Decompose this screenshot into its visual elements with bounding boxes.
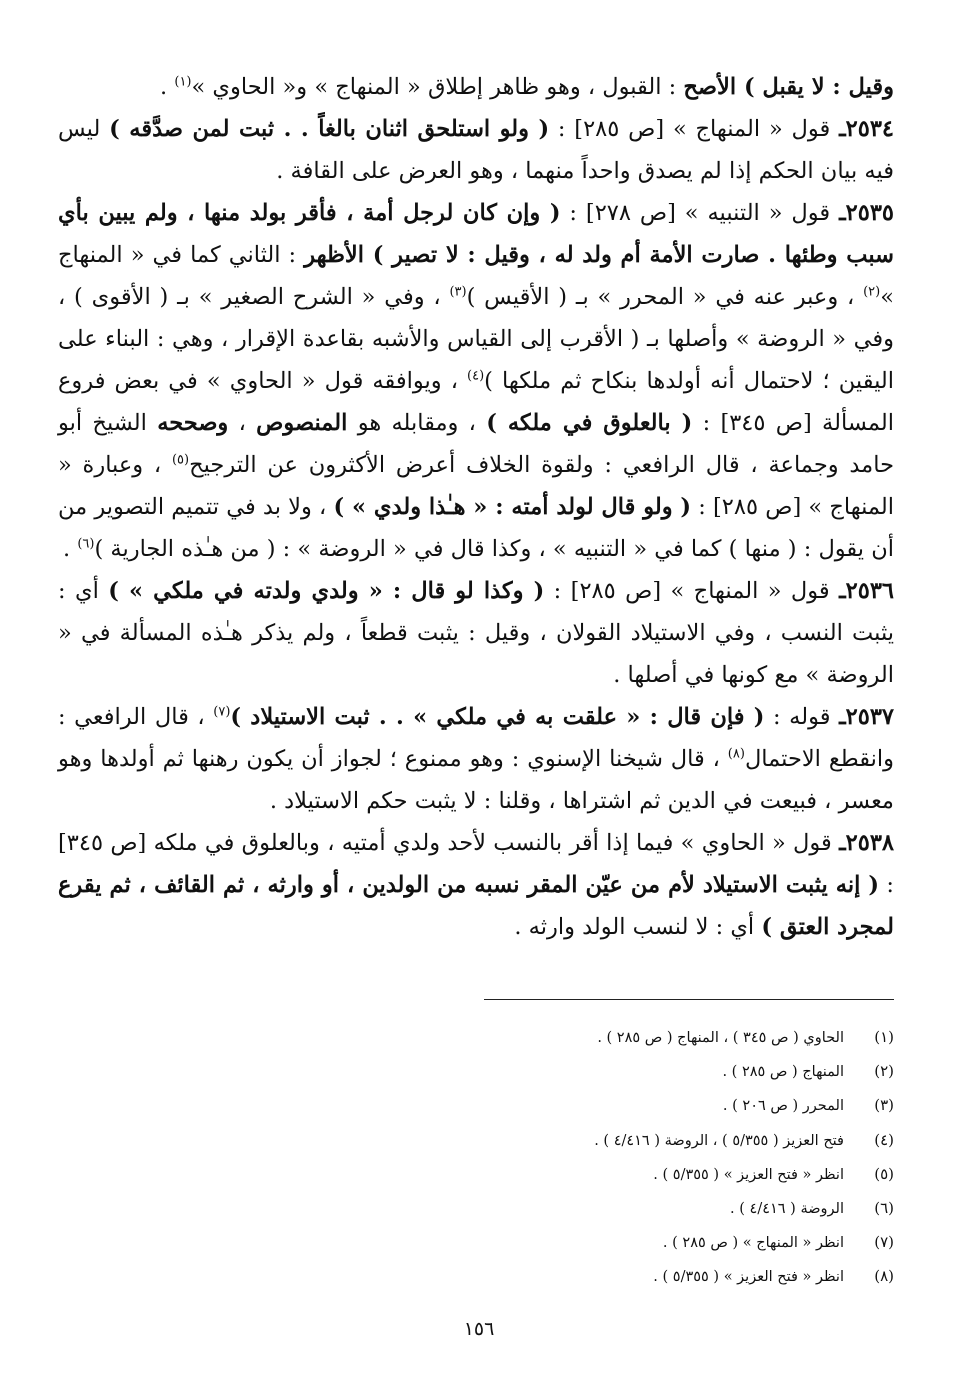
body-text: ، قال شيخنا الإسنوي : وهو ممنوع ؛ لجواز أن يكون رهنها ثم أولدها وهو معسر ، فبيعت في الدين ثم اشتراها ، وقلنا : لا يثبت حكم الاستيلاد . xyxy=(58,746,894,814)
paragraph-2535 xyxy=(58,192,894,570)
body-text: . xyxy=(63,536,78,562)
body-text: أي : يثبت النسب ، وفي الاستيلاد القولان ، وقيل : يثبت قطعاً ، ولم يذكر هـٰذه المسألة في « الروضة » مع كونها في أصلها . xyxy=(58,578,894,688)
body-text: قول « الحاوي » فيما إذا أقر بالنسب لأحد ولدي أمتيه ، وبالعلوق في ملكه [ص ٣٤٥] : xyxy=(58,830,894,898)
quoted-text: وقيل : لا يقبل ) xyxy=(736,74,894,100)
footnote-number: (٣) xyxy=(874,1096,894,1115)
footnote-marker: (٢) xyxy=(863,284,881,300)
footnote-marker: (٧) xyxy=(213,704,231,720)
paragraph-number: ٢٥٣٨ـ xyxy=(839,830,894,856)
body-text: الشيخ أبو حامد وجماعة ، قال الرافعي : ولقوة الخلاف أعرض الأكثرون عن الترجيح xyxy=(58,410,894,478)
quoted-text: ( إنه يثبت الاستيلاد لأم من عيّن المقر نسبه من الولدين ، أو وارثه ، ثم القائف ، ثم يقرع لمجرد العتق ) xyxy=(58,872,894,940)
footnote-text: انظر « المنهاج » ( ص ٢٨٥ ) . xyxy=(662,1235,844,1252)
footnote-number: (٤) xyxy=(874,1130,894,1149)
body-text: ، xyxy=(228,410,257,436)
body-text: ، ويوافقه قول « الحاوي » في بعض فروع المسألة [ص ٣٤٥] : xyxy=(58,368,895,436)
footnote-marker: (٦) xyxy=(77,536,95,552)
footnote-text: انظر « فتح العزيز » ( ٥/٣٥٥ ) . xyxy=(653,1269,844,1286)
footnote xyxy=(374,1123,894,1157)
footnote xyxy=(374,1054,894,1088)
paragraph-number: ٢٥٣٥ـ xyxy=(839,200,894,226)
body-text: : الثاني كما في « المنهاج » xyxy=(58,242,894,310)
footnote-text: انظر « فتح العزيز » ( ٥/٣٥٥ ) . xyxy=(653,1166,844,1183)
paragraph-2536 xyxy=(58,570,894,696)
footnote-text: الروضة ( ٤/٤١٦ ) . xyxy=(730,1200,844,1217)
body-text: ، وعبارة « المنهاج » [ص ٢٨٥] : xyxy=(58,452,894,520)
quoted-text: ( وإن كان لرجل أمة ، فأقر بولد منها ، ولم يبين بأي سبب وطئها . صارت الأمة أم ولد له ، وقيل : لا تصير ) الأظهر xyxy=(58,200,894,268)
body-text: قوله : xyxy=(764,704,840,730)
footnote xyxy=(374,1225,894,1259)
footnote xyxy=(374,1020,894,1054)
quoted-text: ( فإن قال : « علقت به في ملكي » . . ثبت الاستيلاد ) xyxy=(230,704,765,730)
footnote xyxy=(374,1088,894,1122)
footnote xyxy=(374,1191,894,1225)
quoted-text: ( ولو استلحق اثنان بالغاً . . ثبت لمن صدَّقه ) xyxy=(109,116,550,142)
footnotes-list xyxy=(374,1020,894,1294)
footnote-number: (٧) xyxy=(874,1233,894,1252)
footnote xyxy=(374,1157,894,1191)
footnote xyxy=(374,1259,894,1293)
paragraph-0 xyxy=(58,66,894,108)
footnote-text: المحرر ( ص ٢٠٦ ) . xyxy=(722,1098,844,1115)
body-text: ، ومقابله هو xyxy=(347,410,487,436)
paragraph-2537 xyxy=(58,696,894,822)
paragraph-2534 xyxy=(58,108,894,192)
paragraph-number: ٢٥٣٧ـ xyxy=(839,704,894,730)
footnote-marker: (٥) xyxy=(171,452,190,468)
footnote-text: فتح العزيز ( ٥/٣٥٥ ) ، الروضة ( ٤/٤١٦ ) . xyxy=(594,1132,844,1149)
footnote-number: (٨) xyxy=(874,1267,894,1286)
quoted-text: وصححه xyxy=(157,410,229,436)
footnote-marker: (٨) xyxy=(727,746,745,762)
paragraph-2538 xyxy=(58,822,894,948)
body-text: ، وعبر عنه في « المحرر » بـ ( الأقيس ) xyxy=(466,284,864,310)
footnote-divider xyxy=(484,999,894,1000)
footnote-marker: (٣) xyxy=(449,284,467,300)
body-text: ، ولا بد في تتميم التصوير من أن يقول : ( منها ) كما في « التنبيه » ، وكذا قال في « الروضة » : ( من هـٰذه الجارية ) xyxy=(58,494,894,562)
quoted-text: ( بالعلوق في ملكه ) xyxy=(486,410,693,436)
footnote-number: (٦) xyxy=(874,1198,894,1217)
footnote-text: المنهاج ( ص ٢٨٥ ) . xyxy=(722,1064,844,1081)
quoted-text: الأصح xyxy=(683,74,737,100)
body-text: قول « التنبيه » [ص ٢٧٨] : xyxy=(560,200,840,226)
body-text: أي : لا لنسب الولد وارثه . xyxy=(514,914,762,940)
page-number: ١٥٦ xyxy=(463,1318,495,1340)
footnote-text: الحاوي ( ص ٣٤٥ ) ، المنهاج ( ص ٢٨٥ ) . xyxy=(597,1030,844,1046)
footnote-number: (١) xyxy=(874,1028,894,1046)
body-text: : القبول ، وهو ظاهر إطلاق « المنهاج » و« الحاوي » xyxy=(191,74,684,100)
quoted-text: ( ولو قال لولد أمته : « هـٰذا ولدي » ) xyxy=(333,494,692,520)
footnote-number: (٥) xyxy=(874,1164,894,1183)
footnote-number: (٢) xyxy=(874,1062,894,1081)
body-text: قول « المنهاج » [ص ٢٨٥] : xyxy=(544,578,840,604)
footnote-marker: (٤) xyxy=(467,368,485,384)
quoted-text: المنصوص xyxy=(256,410,348,436)
main-text xyxy=(58,66,894,948)
footnote-marker: (١) xyxy=(174,74,192,90)
quoted-text: ( وكذا لو قال : « ولدي ولدته في ملكي » ) xyxy=(108,578,545,604)
paragraph-number: ٢٥٣٤ـ xyxy=(839,116,894,142)
body-text: قول « المنهاج » [ص ٢٨٥] : xyxy=(549,116,840,142)
body-text: . xyxy=(160,74,175,100)
body-text: ، وفي « الشرح الصغير » بـ ( الأقوى ) ، وفي « الروضة » وأصلها بـ ( الأقرب إلى القياس والأشبه بقاعدة الإقرار ، وهي : البناء على اليقين ؛ لاحتمال أنه أولدها بنكاح ثم ملكها ) xyxy=(58,284,894,394)
paragraph-number: ٢٥٣٦ـ xyxy=(839,578,894,604)
body-text: ليس فيه بيان الحكم إذا لم يصدق واحداً منهما ، وهو العرض على القافة . xyxy=(58,116,894,184)
body-text: ، قال الرافعي : وانقطع الاحتمال xyxy=(58,704,895,772)
